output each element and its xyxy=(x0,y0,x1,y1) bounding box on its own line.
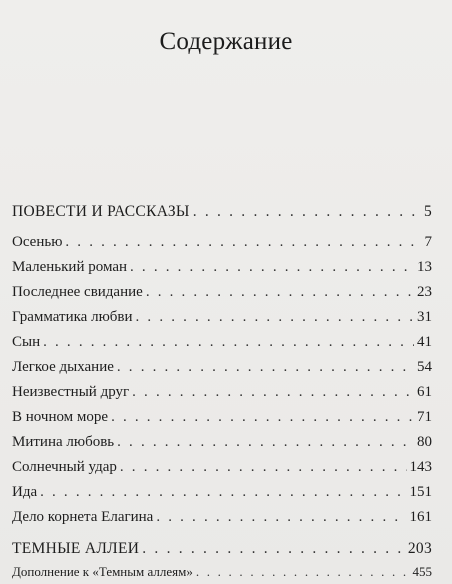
page-title: Содержание xyxy=(159,28,293,55)
toc-page-number: 61 xyxy=(417,384,432,400)
toc-page-number: 80 xyxy=(417,434,432,450)
toc-entry-label: Дополнение к «Темным аллеям» xyxy=(12,564,193,579)
toc-entry xyxy=(12,408,432,426)
toc-supplement xyxy=(12,563,432,581)
toc-entry-label: Митина любовь xyxy=(12,434,115,450)
toc-page-number: 5 xyxy=(423,203,432,220)
toc-entry xyxy=(12,433,432,451)
toc-entry xyxy=(12,508,432,526)
dot-leader xyxy=(120,458,407,476)
dot-leader xyxy=(43,333,414,351)
dot-leader xyxy=(40,483,406,501)
toc-page-number: 23 xyxy=(417,284,432,300)
toc-entry-label: Дело корнета Елагина xyxy=(12,509,154,525)
dot-leader xyxy=(156,508,406,526)
toc-entry-label: Грамматика любви xyxy=(12,309,133,325)
toc-entry xyxy=(12,458,432,476)
toc-entry xyxy=(12,283,432,301)
toc-entry xyxy=(12,333,432,351)
toc-page-number: 31 xyxy=(417,309,432,325)
dot-leader xyxy=(111,408,414,426)
dot-leader xyxy=(132,383,414,401)
toc-entry-label: Маленький роман xyxy=(12,259,128,275)
toc-section xyxy=(12,203,432,221)
toc-entry-label: Последнее свидание xyxy=(12,284,143,300)
toc-section xyxy=(12,540,432,558)
toc-page-number: 71 xyxy=(417,409,432,425)
toc-page-number: 203 xyxy=(407,540,432,557)
toc-page-number: 7 xyxy=(424,234,432,250)
toc-entry-label: В ночном море xyxy=(12,409,109,425)
dot-leader xyxy=(136,308,414,326)
dot-leader xyxy=(146,283,414,301)
toc-entry xyxy=(12,308,432,326)
toc-section-label: ПОВЕСТИ И РАССКАЗЫ xyxy=(12,203,190,220)
toc-page-number: 41 xyxy=(417,334,432,350)
toc-entry-label: Ида xyxy=(12,484,38,500)
toc-page-number: 54 xyxy=(417,359,432,375)
toc-entry xyxy=(12,233,432,251)
toc-page-number: 455 xyxy=(412,564,432,579)
toc-page-number: 143 xyxy=(409,459,432,475)
dot-leader xyxy=(142,540,405,558)
toc-entry xyxy=(12,383,432,401)
toc-entry xyxy=(12,358,432,376)
toc-entry-label: Легкое дыхание xyxy=(12,359,114,375)
toc-section-label: ТЕМНЫЕ АЛЛЕИ xyxy=(12,540,140,557)
toc-page-number: 161 xyxy=(409,509,432,525)
dot-leader xyxy=(130,258,414,276)
toc-entry-label: Солнечный удар xyxy=(12,459,117,475)
toc-entry-label: Осенью xyxy=(12,234,63,250)
toc-entry-label: Сын xyxy=(12,334,41,350)
toc-entry-label: Неизвестный друг xyxy=(12,384,130,400)
toc-page-number: 13 xyxy=(417,259,432,275)
dot-leader xyxy=(117,433,414,451)
toc-page-number: 151 xyxy=(409,484,432,500)
toc-entry xyxy=(12,258,432,276)
dot-leader xyxy=(196,563,410,581)
dot-leader xyxy=(117,358,414,376)
dot-leader xyxy=(193,203,421,221)
dot-leader xyxy=(65,233,421,251)
toc-entry xyxy=(12,483,432,501)
